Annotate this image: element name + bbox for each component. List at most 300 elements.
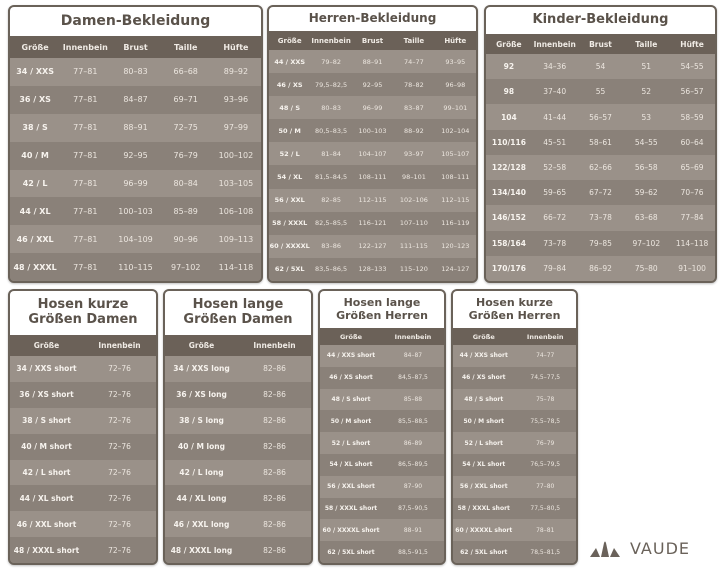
value-cell: 84–87 — [403, 352, 423, 360]
table-row — [10, 86, 261, 114]
column-header: Größe — [21, 42, 49, 52]
size-cell: 146/152 — [491, 213, 526, 223]
value-cell: 82,5–85,5 — [315, 219, 348, 228]
table-row — [486, 205, 715, 230]
table-herren-bekleidung — [267, 5, 478, 283]
value-cell: 72–76 — [108, 364, 131, 374]
table-row — [320, 498, 444, 520]
value-cell: 82–86 — [263, 493, 286, 503]
column-header: Hüfte — [680, 39, 704, 49]
value-cell: 54–55 — [634, 137, 658, 147]
table-row — [10, 537, 156, 563]
value-cell: 78–81 — [536, 526, 555, 534]
value-cell: 76–79 — [536, 439, 555, 447]
value-cell: 54–55 — [680, 62, 704, 72]
table-body — [165, 356, 311, 563]
size-cell: 56 / XXL short — [327, 483, 375, 491]
size-cell: 42 / L long — [179, 467, 224, 477]
table-row — [10, 511, 156, 537]
table-row — [320, 454, 444, 476]
value-cell: 111–115 — [399, 242, 428, 251]
value-cell: 122–127 — [358, 242, 387, 251]
value-cell: 86–89 — [403, 439, 423, 447]
size-cell: 36 / XS — [19, 95, 51, 105]
size-cell: 42 / L short — [22, 467, 71, 477]
value-cell: 83–87 — [404, 103, 424, 112]
value-cell: 73–78 — [589, 213, 612, 223]
table-row — [486, 104, 715, 129]
column-header: Hüfte — [444, 36, 467, 45]
column-header: Innenbein — [253, 341, 296, 350]
size-cell: 52 / L — [279, 149, 300, 158]
header-row — [10, 36, 261, 58]
value-cell: 77–80 — [536, 483, 555, 491]
value-cell: 74–77 — [404, 57, 424, 66]
value-cell: 70–76 — [680, 188, 704, 198]
table-row — [10, 382, 156, 408]
size-cell: 58 / XXXL short — [457, 504, 510, 512]
value-cell: 93–96 — [223, 95, 249, 105]
table-row — [165, 408, 311, 434]
value-cell: 75–78 — [536, 395, 555, 403]
table-row — [486, 79, 715, 104]
value-cell: 72–76 — [108, 467, 131, 477]
value-cell: 85–89 — [173, 206, 198, 216]
value-cell: 79–85 — [589, 238, 612, 248]
value-cell: 66–68 — [173, 67, 198, 77]
title-text: Kinder-Bekleidung — [532, 12, 669, 28]
size-cell: 44 / XL long — [176, 493, 227, 503]
size-cell: 44 / XXS — [274, 57, 306, 66]
title-line-2: Größen Herren — [336, 308, 428, 322]
size-cell: 40 / M long — [178, 442, 225, 452]
column-header: Brust — [589, 39, 612, 49]
table-title — [10, 7, 261, 36]
size-cell: 58 / XXXL — [272, 219, 308, 228]
value-cell: 87,5–90,5 — [398, 504, 428, 512]
column-header: Hüfte — [223, 42, 249, 52]
value-cell: 80,5–83,5 — [315, 126, 348, 135]
value-cell: 115–120 — [399, 265, 428, 274]
value-cell: 112–115 — [441, 196, 470, 205]
size-cell: 46 / XXL short — [16, 519, 77, 529]
table-row — [269, 50, 476, 73]
value-cell: 120–123 — [441, 242, 470, 251]
value-cell: 79,5–82,5 — [315, 80, 348, 89]
size-cell: 48 / XXXL short — [13, 545, 80, 555]
value-cell: 86–92 — [589, 263, 612, 273]
size-cell: 48 / S — [279, 103, 301, 112]
value-cell: 92–95 — [362, 80, 383, 89]
table-row — [10, 356, 156, 382]
table-row — [269, 165, 476, 188]
value-cell: 91–100 — [678, 263, 706, 273]
value-cell: 62–66 — [589, 162, 612, 172]
table-row — [453, 454, 576, 476]
value-cell: 88–91 — [403, 526, 423, 534]
table-title — [320, 291, 444, 328]
value-cell: 84,5–87,5 — [398, 374, 428, 382]
value-cell: 76–79 — [173, 151, 198, 161]
value-cell: 67–72 — [589, 188, 612, 198]
table-row — [320, 345, 444, 367]
value-cell: 77–84 — [680, 213, 704, 223]
value-cell: 108–111 — [358, 173, 387, 182]
value-cell: 124–127 — [441, 265, 470, 274]
value-cell: 80–83 — [321, 103, 341, 112]
size-cell: 48 / XXXL — [13, 262, 57, 272]
table-row — [320, 367, 444, 389]
table-row — [10, 170, 261, 198]
table-row — [10, 58, 261, 86]
value-cell: 85,5–88,5 — [398, 417, 428, 425]
value-cell: 63–68 — [634, 213, 658, 223]
value-cell: 90–96 — [173, 234, 198, 244]
table-row — [453, 345, 576, 367]
table-row — [269, 189, 476, 212]
size-cell: 60 / XXXXL short — [455, 526, 513, 534]
size-cell: 54 / XL short — [329, 461, 373, 469]
column-header: Größe — [33, 341, 60, 350]
size-cell: 60 / XXXXL short — [322, 526, 380, 534]
size-cell: 104 — [501, 112, 517, 122]
table-row — [320, 410, 444, 432]
size-cell: 62 / 5XL short — [460, 548, 508, 556]
value-cell: 100–103 — [358, 126, 387, 135]
size-cell: 92 — [503, 62, 515, 72]
table-title — [486, 7, 715, 34]
table-row — [165, 460, 311, 486]
size-cell: 50 / M short — [330, 417, 372, 425]
size-cell: 46 / XS — [276, 80, 303, 89]
value-cell: 52 — [641, 87, 652, 97]
header-row — [453, 328, 576, 345]
column-header: Taille — [403, 36, 425, 45]
column-header: Größe — [277, 36, 302, 45]
table-row — [453, 541, 576, 563]
size-cell: 42 / L — [22, 178, 48, 188]
value-cell: 73–78 — [543, 238, 567, 248]
column-header: Innenbein — [526, 332, 564, 341]
column-header: Größe — [472, 332, 495, 341]
column-header: Innenbein — [62, 42, 108, 52]
value-cell: 51 — [641, 62, 652, 72]
value-cell: 53 — [641, 112, 652, 122]
value-cell: 82–86 — [263, 442, 286, 452]
column-header: Innenbein — [98, 341, 141, 350]
size-cell: 52 / L short — [464, 439, 503, 447]
table-row — [165, 356, 311, 382]
value-cell: 84–87 — [123, 95, 148, 105]
value-cell: 92–95 — [123, 151, 148, 161]
value-cell: 54 — [595, 62, 606, 72]
value-cell: 72–76 — [108, 416, 131, 426]
value-cell: 81,5–84,5 — [315, 173, 348, 182]
size-cell: 34 / XXS — [16, 67, 54, 77]
value-cell: 82–86 — [263, 364, 286, 374]
size-cell: 40 / M — [21, 151, 49, 161]
table-hosen-kurze-damen — [8, 289, 158, 565]
size-cell: 158/164 — [491, 238, 526, 248]
size-cell: 48 / S short — [464, 395, 504, 403]
table-row — [10, 253, 261, 281]
table-title — [269, 7, 476, 31]
header-row — [320, 328, 444, 345]
value-cell: 80–84 — [173, 178, 198, 188]
value-cell: 102–104 — [441, 126, 470, 135]
value-cell: 77–81 — [73, 151, 98, 161]
value-cell: 72–76 — [108, 493, 131, 503]
table-row — [453, 476, 576, 498]
value-cell: 55 — [595, 87, 606, 97]
value-cell: 77–81 — [73, 123, 98, 133]
size-cell: 48 / XXXL long — [170, 545, 233, 555]
table-hosen-kurze-herren — [451, 289, 578, 565]
value-cell: 97–99 — [223, 123, 249, 133]
column-header: Größe — [496, 39, 522, 49]
size-cell: 36 / XS short — [19, 390, 74, 400]
value-cell: 34–36 — [543, 62, 567, 72]
table-row — [320, 389, 444, 411]
table-body — [486, 54, 715, 281]
value-cell: 109–113 — [218, 234, 254, 244]
table-row — [165, 537, 311, 563]
value-cell: 52–58 — [543, 162, 567, 172]
table-kinder-bekleidung — [484, 5, 717, 283]
size-cell: 46 / XS short — [329, 374, 373, 382]
value-cell: 75,5–78,5 — [530, 417, 561, 425]
size-cell: 62 / 5XL — [274, 265, 305, 274]
value-cell: 99–101 — [443, 103, 468, 112]
size-cell: 46 / XS short — [461, 374, 506, 382]
column-header: Taille — [635, 39, 658, 49]
table-row — [269, 96, 476, 119]
header-row — [486, 34, 715, 54]
value-cell: 58–59 — [680, 112, 704, 122]
size-cell: 58 / XXXL short — [324, 504, 378, 512]
value-cell: 114–118 — [218, 262, 254, 272]
value-cell: 74,5–77,5 — [530, 374, 561, 382]
table-body — [10, 356, 156, 563]
header-row — [10, 335, 156, 356]
table-row — [10, 434, 156, 460]
value-cell: 59–62 — [634, 188, 658, 198]
value-cell: 83–86 — [321, 242, 341, 251]
table-row — [269, 235, 476, 258]
table-damen-bekleidung — [8, 5, 263, 283]
size-cell: 44 / XL — [19, 206, 51, 216]
table-row — [10, 114, 261, 142]
value-cell: 112–115 — [358, 196, 387, 205]
value-cell: 79–82 — [321, 57, 341, 66]
value-cell: 37–40 — [543, 87, 567, 97]
table-row — [453, 498, 576, 520]
size-cell: 44 / XXS short — [459, 352, 508, 360]
column-header: Größe — [188, 341, 215, 350]
value-cell: 59–65 — [543, 188, 567, 198]
value-cell: 88,5–91,5 — [398, 548, 428, 556]
column-header: Brust — [361, 36, 384, 45]
value-cell: 116–119 — [441, 219, 470, 228]
value-cell: 77–81 — [73, 206, 98, 216]
value-cell: 104–107 — [358, 149, 387, 158]
value-cell: 83,5–86,5 — [315, 265, 348, 274]
value-cell: 66–72 — [543, 213, 567, 223]
value-cell: 82–86 — [263, 390, 286, 400]
table-body — [453, 345, 576, 563]
value-cell: 82–86 — [263, 519, 286, 529]
value-cell: 110–115 — [118, 262, 153, 272]
value-cell: 85–88 — [403, 395, 423, 403]
table-row — [269, 73, 476, 96]
value-cell: 45–51 — [543, 137, 567, 147]
column-header: Brust — [123, 42, 148, 52]
value-cell: 82–85 — [321, 196, 341, 205]
value-cell: 77–81 — [73, 262, 98, 272]
value-cell: 82–86 — [263, 467, 286, 477]
header-row — [165, 335, 311, 356]
size-cell: 38 / S short — [22, 416, 71, 426]
size-cell: 56 / XXL short — [459, 483, 508, 491]
column-header: Taille — [173, 42, 198, 52]
value-cell: 60–64 — [680, 137, 704, 147]
table-row — [269, 212, 476, 235]
table-hosen-lange-herren — [318, 289, 446, 565]
table-row — [10, 197, 261, 225]
value-cell: 79–84 — [543, 263, 567, 273]
value-cell: 77,5–80,5 — [530, 504, 561, 512]
value-cell: 89–92 — [223, 67, 249, 77]
size-cell: 46 / XXL — [16, 234, 54, 244]
value-cell: 96–98 — [445, 80, 466, 89]
table-row — [486, 231, 715, 256]
value-cell: 97–102 — [170, 262, 201, 272]
title-line-2: Größen Damen — [28, 312, 138, 327]
value-cell: 88–91 — [123, 123, 148, 133]
table-row — [320, 476, 444, 498]
vaude-logo — [590, 539, 690, 558]
value-cell: 74–77 — [536, 352, 555, 360]
title-line-1: Hosen lange — [192, 297, 284, 313]
column-header: Innenbein — [533, 39, 576, 49]
value-cell: 103–105 — [218, 178, 254, 188]
size-cell: 50 / M short — [463, 417, 505, 425]
value-cell: 80–83 — [123, 67, 148, 77]
value-cell: 116–121 — [358, 219, 387, 228]
table-row — [10, 460, 156, 486]
size-cell: 38 / S — [22, 123, 48, 133]
table-row — [269, 119, 476, 142]
table-title — [453, 291, 576, 328]
table-row — [453, 389, 576, 411]
value-cell: 77–81 — [73, 234, 98, 244]
title-line-1: Hosen lange — [343, 295, 421, 309]
column-header: Innenbein — [394, 332, 432, 341]
value-cell: 58–61 — [589, 137, 612, 147]
size-cell: 34 / XXS short — [16, 364, 77, 374]
size-cell: 36 / XS long — [176, 390, 227, 400]
size-cell: 60 / XXXXL — [269, 242, 310, 251]
table-row — [165, 434, 311, 460]
value-cell: 65–69 — [680, 162, 704, 172]
value-cell: 78,5–81,5 — [530, 548, 561, 556]
value-cell: 81–84 — [321, 149, 341, 158]
value-cell: 93–95 — [445, 57, 466, 66]
table-row — [320, 432, 444, 454]
value-cell: 56–57 — [589, 112, 612, 122]
size-cell: 48 / S short — [331, 395, 371, 403]
value-cell: 102–106 — [399, 196, 428, 205]
table-row — [486, 256, 715, 281]
value-cell: 77–81 — [73, 178, 98, 188]
table-row — [165, 511, 311, 537]
table-body — [269, 50, 476, 281]
value-cell: 77–81 — [73, 67, 98, 77]
value-cell: 88–92 — [404, 126, 424, 135]
size-cell: 52 / L short — [331, 439, 371, 447]
size-cell: 50 / M — [278, 126, 301, 135]
title-line-1: Hosen kurze — [476, 295, 553, 309]
table-body — [320, 345, 444, 563]
table-row — [10, 225, 261, 253]
value-cell: 100–103 — [118, 206, 153, 216]
title-line-2: Größen Damen — [183, 312, 293, 327]
value-cell: 88–91 — [362, 57, 383, 66]
table-row — [10, 485, 156, 511]
size-cell: 54 / XL short — [462, 461, 506, 469]
value-cell: 114–118 — [675, 238, 709, 248]
column-header: Größe — [339, 332, 363, 341]
size-cell: 46 / XXL long — [173, 519, 230, 529]
table-row — [165, 485, 311, 511]
table-hosen-lange-damen — [163, 289, 313, 565]
value-cell: 72–76 — [108, 390, 131, 400]
size-cell: 44 / XXS short — [326, 352, 376, 360]
title-line-1: Hosen kurze — [37, 297, 129, 313]
vaude-mountain-logo-icon — [590, 540, 620, 558]
value-cell: 76,5–79,5 — [530, 461, 561, 469]
brand-name: VAUDE — [630, 539, 691, 558]
value-cell: 82–86 — [263, 416, 286, 426]
size-cell: 34 / XXS long — [173, 364, 230, 374]
value-cell: 105–107 — [441, 149, 470, 158]
table-row — [10, 142, 261, 170]
value-cell: 128–133 — [358, 265, 387, 274]
value-cell: 72–75 — [173, 123, 198, 133]
table-row — [453, 519, 576, 541]
header-row — [269, 31, 476, 50]
size-cell: 62 / 5XL short — [327, 548, 375, 556]
table-row — [486, 130, 715, 155]
value-cell: 93–97 — [404, 149, 424, 158]
table-row — [486, 155, 715, 180]
title-text: Damen-Bekleidung — [60, 13, 211, 30]
value-cell: 108–111 — [441, 173, 470, 182]
table-title — [10, 291, 156, 335]
size-cell: 98 — [503, 87, 515, 97]
table-row — [10, 408, 156, 434]
table-row — [453, 432, 576, 454]
column-header: Innenbein — [311, 36, 351, 45]
size-cell: 44 / XL short — [19, 493, 74, 503]
table-row — [320, 541, 444, 563]
table-body — [10, 58, 261, 281]
size-cell: 56 / XXL — [274, 196, 305, 205]
value-cell: 77–81 — [73, 95, 98, 105]
table-row — [453, 410, 576, 432]
size-cell: 110/116 — [491, 137, 526, 147]
table-row — [486, 180, 715, 205]
